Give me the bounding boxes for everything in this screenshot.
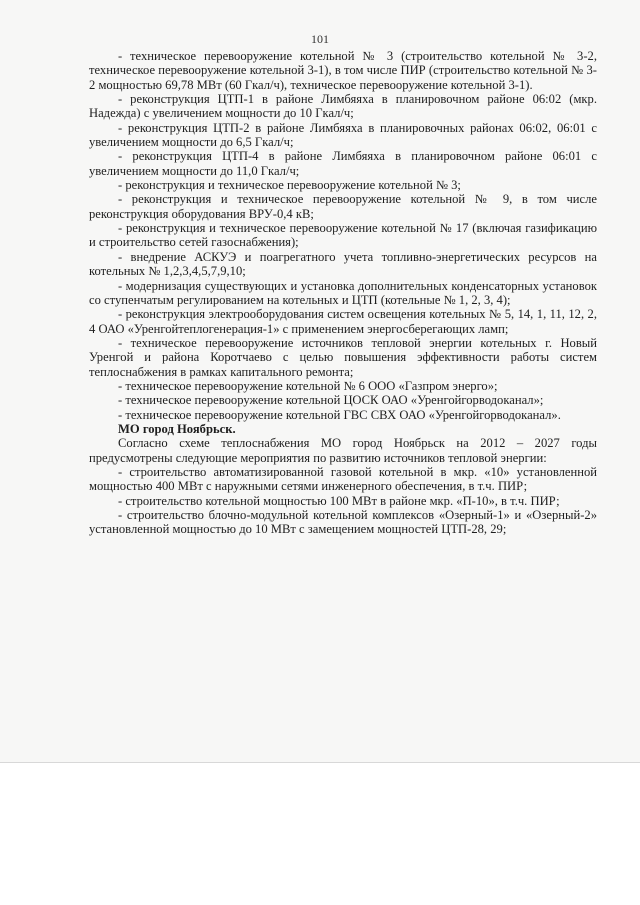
paragraph: Согласно схеме теплоснабжения МО город Ноябрьск на 2012 – 2027 годы предусмотрены следующие мероприятия по развитию источников тепловой энергии: (89, 436, 597, 465)
paragraph: - реконструкция ЦТП-1 в районе Лимбяяха в планировочном районе 06:02 (мкр. Надежда) с увеличением мощности до 10 Гкал/ч; (89, 92, 597, 121)
paragraph: - реконструкция и техническое перевооружение котельной № 9, в том числе реконструкция оборудования ВРУ-0,4 кВ; (89, 192, 597, 221)
paragraph: - строительство котельной мощностью 100 МВт в районе мкр. «П-10», в т.ч. ПИР; (118, 493, 560, 508)
section-heading: МО город Ноябрьск. (118, 421, 236, 436)
paragraph: - техническое перевооружение котельной ГВС СВХ ОАО «Уренгойгорводоканал». (118, 407, 561, 422)
paragraph: - техническое перевооружение котельной ЦОСК ОАО «Уренгойгорводоканал»; (118, 393, 544, 408)
page-number: 101 (311, 32, 329, 46)
paragraph: - техническое перевооружение котельной № 3 (строительство котельной № 3-2, техническое перевооружение котельной 3-1), в том числе ПИР (строительство котельной № 3-2 мощностью 69,78 МВт (60 Гкал/ч), техническое перевооружение котельной 3-1). (89, 49, 597, 92)
paragraph: - техническое перевооружение источников тепловой энергии котельных г. Новый Уренгой и района Коротчаево с целью повышения эффективности работы систем теплоснабжения в рамках капитального ремонта; (89, 335, 597, 379)
paragraph: - строительство блочно-модульной котельной комплексов «Озерный-1» и «Озерный-2» установленной мощностью до 10 МВт с замещением мощностей ЦТП-28, 29; (89, 508, 597, 537)
paragraph: - реконструкция и техническое перевооружение котельной № 3; (118, 178, 461, 193)
paragraph: - внедрение АСКУЭ и поагрегатного учета топливно-энергетических ресурсов на котельных № 1,2,3,4,5,7,9,10; (89, 249, 597, 279)
paragraph: - реконструкция ЦТП-2 в районе Лимбяяха в планировочных районах 06:02, 06:01 с увеличением мощности до 6,5 Гкал/ч; (89, 120, 597, 150)
paragraph: - реконструкция и техническое перевооружение котельной № 17 (включая газификацию и строительство сетей газоснабжения); (89, 221, 597, 250)
paragraph: - реконструкция ЦТП-4 в районе Лимбяяха в планировочном районе 06:01 с увеличением мощности до 11,0 Гкал/ч; (89, 149, 597, 178)
document-body (89, 49, 597, 537)
paragraph: - строительство автоматизированной газовой котельной в мкр. «10» установленной мощностью 400 МВт с наружными сетями инженерного обеспечения, в т.ч. ПИР; (89, 464, 597, 494)
paragraph: - реконструкция электрооборудования систем освещения котельных № 5, 14, 1, 11, 12, 2, 4 ОАО «Уренгойтеплогенерация-1» с применением энергосберегающих ламп; (89, 307, 597, 336)
paragraph: - модернизация существующих и установка дополнительных конденсаторных установок со ступенчатым регулированием на котельных и ЦТП (котельные № 1, 2, 3, 4); (89, 278, 597, 307)
paragraph: - техническое перевооружение котельной № 6 ООО «Газпром энерго»; (118, 378, 498, 393)
